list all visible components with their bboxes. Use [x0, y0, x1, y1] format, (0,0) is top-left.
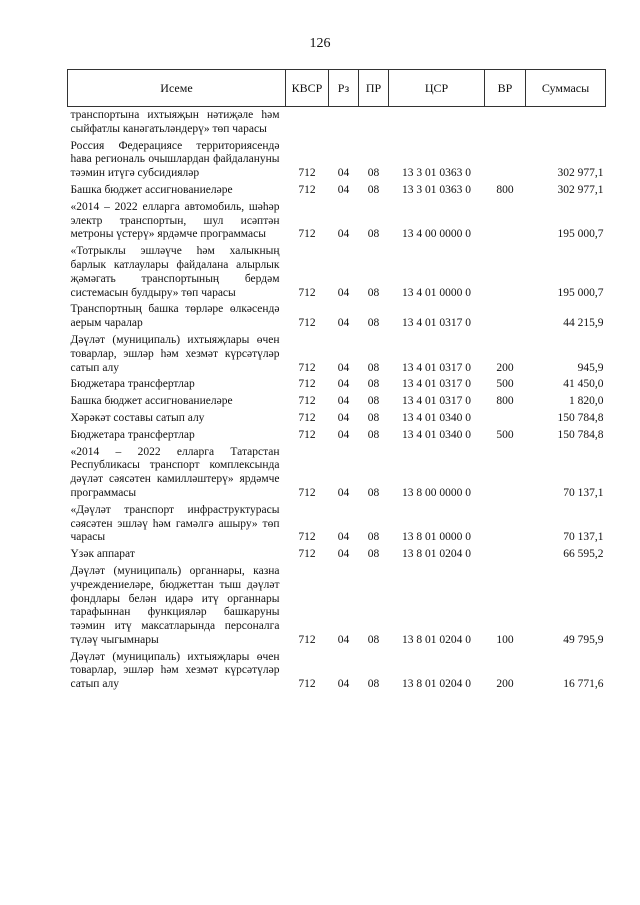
cell-sum — [526, 107, 606, 140]
cell-kvsr: 712 — [298, 395, 316, 408]
cell-pr: 08 — [367, 228, 380, 241]
cell-pr: 08 — [367, 361, 380, 374]
table-row — [68, 395, 606, 412]
header-vr: ВР — [485, 70, 526, 107]
cell-name: «Дәүләт транспорт инфраструктурасы сәясәтен эшләү һәм гамәлгә ашыру» төп чарасы — [70, 503, 280, 544]
cell-sum: 302 977,1 — [557, 183, 604, 196]
table-row — [68, 140, 606, 184]
cell-csr: 13 8 01 0204 0 — [402, 678, 471, 691]
cell-kvsr: 712 — [298, 228, 316, 241]
table-row — [68, 429, 606, 446]
cell-kvsr — [286, 107, 329, 140]
cell-pr: 08 — [367, 378, 380, 391]
cell-rz: 04 — [337, 633, 350, 646]
cell-name: Транспортның башка төрләре өлкәсендә аерым чаралар — [70, 303, 280, 330]
table-row — [68, 201, 606, 245]
cell-kvsr: 712 — [298, 411, 316, 424]
cell-vr — [485, 303, 526, 334]
cell-csr: 13 4 01 0000 0 — [402, 286, 471, 299]
cell-rz: 04 — [337, 228, 350, 241]
cell-kvsr: 712 — [298, 183, 316, 196]
cell-pr: 08 — [367, 548, 380, 561]
table-row — [68, 184, 606, 201]
cell-vr: 200 — [496, 361, 514, 374]
cell-pr: 08 — [367, 286, 380, 299]
cell-vr — [485, 446, 526, 504]
cell-name: Бюджетара трансфертлар — [70, 428, 195, 441]
cell-name: «2014 – 2022 елларга Татарстан Республикасы транспорт комплексында дәүләт сәясәтен камилләштерү» ярдәмче программасы — [70, 445, 280, 499]
header-kvsr: КВСР — [286, 70, 329, 107]
cell-kvsr: 712 — [298, 167, 316, 180]
cell-kvsr: 712 — [298, 678, 316, 691]
cell-csr — [389, 107, 485, 140]
cell-pr: 08 — [367, 395, 380, 408]
cell-sum: 66 595,2 — [563, 548, 604, 561]
cell-kvsr: 712 — [298, 531, 316, 544]
cell-vr — [485, 107, 526, 140]
table-row — [68, 303, 606, 334]
cell-csr: 13 3 01 0363 0 — [402, 183, 471, 196]
table-row — [68, 378, 606, 395]
cell-name: Башка бюджет ассигнованиеләре — [70, 183, 233, 196]
cell-kvsr: 712 — [298, 317, 316, 330]
cell-csr: 13 8 00 0000 0 — [402, 486, 471, 499]
cell-kvsr: 712 — [298, 486, 316, 499]
cell-rz: 04 — [337, 428, 350, 441]
cell-sum: 945,9 — [577, 361, 604, 374]
cell-sum: 41 450,0 — [563, 378, 604, 391]
table-row — [68, 446, 606, 504]
cell-name: Бюджетара трансфертлар — [70, 378, 195, 391]
cell-pr: 08 — [367, 531, 380, 544]
cell-pr: 08 — [367, 428, 380, 441]
cell-rz: 04 — [337, 548, 350, 561]
cell-sum: 150 784,8 — [557, 411, 604, 424]
cell-rz: 04 — [337, 531, 350, 544]
cell-kvsr: 712 — [298, 286, 316, 299]
cell-csr: 13 8 01 0204 0 — [402, 548, 471, 561]
cell-rz — [329, 107, 359, 140]
cell-sum: 302 977,1 — [557, 167, 604, 180]
cell-name: Башка бюджет ассигнованиеләре — [70, 395, 233, 408]
cell-name: «2014 – 2022 елларга автомобиль, шәһәр электр транспортын, шул исәптән метроны үстерү» ярдәмче программасы — [70, 200, 280, 241]
cell-csr: 13 4 01 0340 0 — [402, 411, 471, 424]
cell-name: Үзәк аппарат — [70, 548, 135, 561]
cell-vr: 500 — [496, 428, 514, 441]
cell-pr: 08 — [367, 486, 380, 499]
table-row — [68, 565, 606, 651]
cell-sum: 16 771,6 — [563, 678, 604, 691]
cell-pr: 08 — [367, 678, 380, 691]
cell-rz: 04 — [337, 378, 350, 391]
cell-pr: 08 — [367, 183, 380, 196]
cell-sum: 70 137,1 — [563, 486, 604, 499]
cell-csr: 13 4 01 0317 0 — [402, 361, 471, 374]
cell-name: «Тотрыклы эшләүче һәм халыкның барлык катлаулары файдалана алырлык җәмәгать транспортының бердәм системасын булдыру» төп чарасы — [70, 245, 280, 299]
cell-rz: 04 — [337, 678, 350, 691]
cell-pr: 08 — [367, 411, 380, 424]
table-header — [68, 70, 606, 107]
cell-vr — [485, 412, 526, 429]
table-row — [68, 651, 606, 695]
cell-name: транспортына ихтыяҗын нәтиҗәле һәм сыйфатлы канәгатьләндерү» төп чарасы — [70, 109, 280, 135]
header-rz: Рз — [329, 70, 359, 107]
table-row — [68, 334, 606, 378]
cell-rz: 04 — [337, 395, 350, 408]
cell-csr: 13 4 01 0317 0 — [402, 395, 471, 408]
cell-kvsr: 712 — [298, 378, 316, 391]
table-row — [68, 245, 606, 303]
table-row — [68, 548, 606, 565]
cell-sum: 195 000,7 — [557, 286, 604, 299]
page-number: 126 — [309, 36, 331, 51]
cell-vr — [485, 201, 526, 245]
cell-pr: 08 — [367, 317, 380, 330]
cell-sum: 70 137,1 — [563, 531, 604, 544]
cell-sum: 195 000,7 — [557, 228, 604, 241]
cell-kvsr: 712 — [298, 428, 316, 441]
cell-vr: 200 — [496, 678, 514, 691]
cell-rz: 04 — [337, 183, 350, 196]
cell-vr: 800 — [496, 395, 514, 408]
cell-name: Дәүләт (муниципаль) органнары, казна учреждениеләре, бюджеттан тыш дәүләт фондлары белән идарә итү органнары тарафыннан функцияләр башкаруны тәэмин итү максатларында персоналга түләү чыгымнары — [70, 564, 280, 646]
table-body — [68, 107, 606, 696]
cell-rz: 04 — [337, 411, 350, 424]
cell-rz: 04 — [337, 286, 350, 299]
cell-kvsr: 712 — [298, 361, 316, 374]
cell-rz: 04 — [337, 486, 350, 499]
table-row — [68, 504, 606, 548]
cell-name: Россия Федерациясе территориясендә һава региональ очышлардан файдалануны тәэмин итүгә субсидияләр — [70, 139, 280, 180]
cell-pr — [359, 107, 389, 140]
cell-csr: 13 8 01 0000 0 — [402, 531, 471, 544]
cell-vr — [485, 140, 526, 184]
budget-table — [67, 69, 606, 695]
cell-pr: 08 — [367, 633, 380, 646]
cell-vr — [485, 504, 526, 548]
cell-sum: 1 820,0 — [569, 395, 604, 408]
cell-sum: 44 215,9 — [563, 317, 604, 330]
cell-vr — [485, 548, 526, 565]
cell-rz: 04 — [337, 361, 350, 374]
cell-sum: 150 784,8 — [557, 428, 604, 441]
table-row — [68, 107, 606, 140]
cell-csr: 13 8 01 0204 0 — [402, 633, 471, 646]
cell-kvsr: 712 — [298, 633, 316, 646]
cell-csr: 13 4 01 0340 0 — [402, 428, 471, 441]
cell-csr: 13 3 01 0363 0 — [402, 167, 471, 180]
cell-csr: 13 4 01 0317 0 — [402, 378, 471, 391]
cell-rz: 04 — [337, 167, 350, 180]
cell-name: Дәүләт (муниципаль) ихтыяҗлары өчен товарлар, эшләр һәм хезмәт күрсәтүләр сатып алу — [70, 333, 280, 374]
table-row — [68, 412, 606, 429]
header-csr: ЦСР — [389, 70, 485, 107]
cell-vr: 500 — [496, 378, 514, 391]
header-sum: Суммасы — [526, 70, 606, 107]
cell-name: Хәрәкәт составы сатып алу — [70, 411, 205, 424]
cell-vr: 100 — [496, 633, 514, 646]
header-pr: ПР — [359, 70, 389, 107]
cell-vr — [485, 245, 526, 303]
header-name: Исеме — [68, 70, 286, 107]
cell-csr: 13 4 00 0000 0 — [402, 228, 471, 241]
cell-name: Дәүләт (муниципаль) ихтыяҗлары өчен товарлар, эшләр һәм хезмәт күрсәтүләр сатып алу — [70, 650, 280, 691]
cell-csr: 13 4 01 0317 0 — [402, 317, 471, 330]
cell-kvsr: 712 — [298, 548, 316, 561]
cell-vr: 800 — [496, 183, 514, 196]
cell-pr: 08 — [367, 167, 380, 180]
cell-rz: 04 — [337, 317, 350, 330]
cell-sum: 49 795,9 — [563, 633, 604, 646]
